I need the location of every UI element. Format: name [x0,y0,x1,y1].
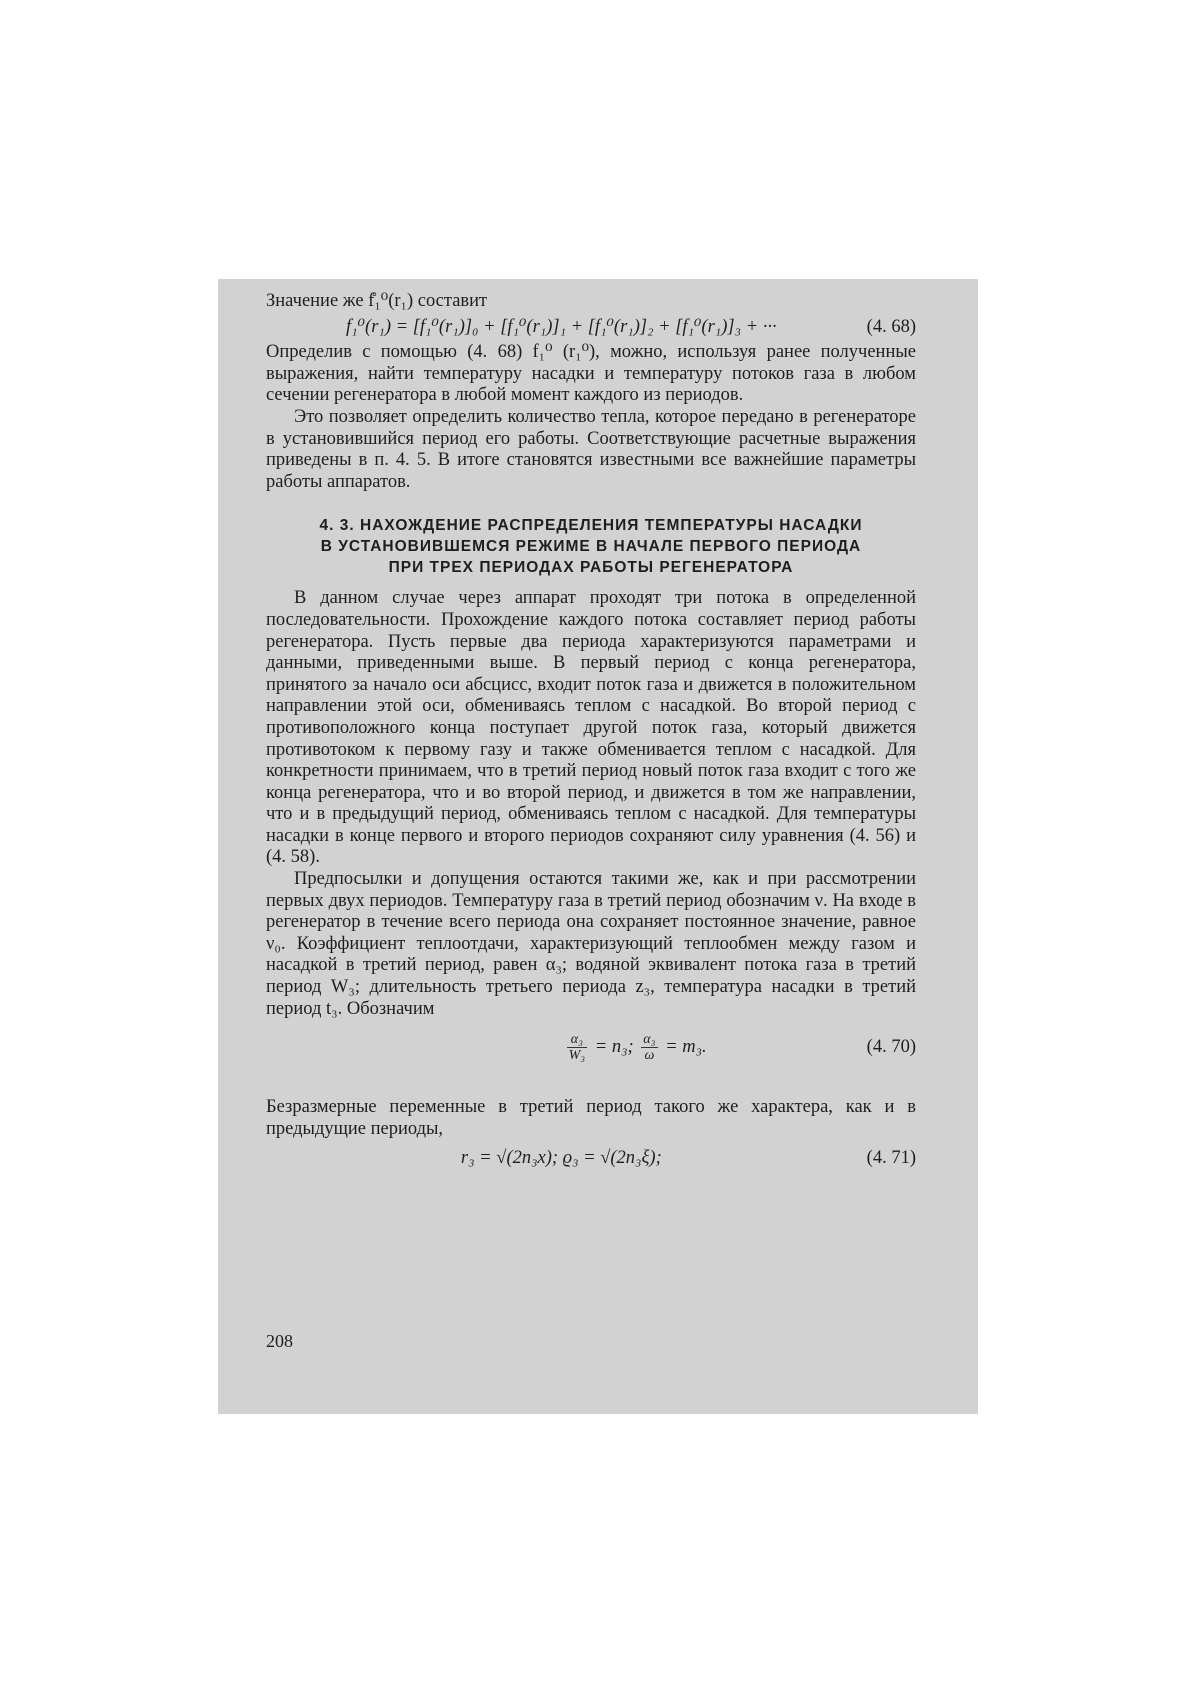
heading-line-3: ПРИ ТРЕХ ПЕРИОДАХ РАБОТЫ РЕГЕНЕРАТОРА [388,559,794,577]
equation-4-68 [266,317,916,339]
equation-4-70 [266,1032,916,1063]
page-number: 208 [266,1331,293,1351]
equation-4-68-formula: f₁⁰(r₁) = [f₁⁰(r₁)]₀ + [f₁⁰(r₁)]₁ + [f₁⁰(r₁)]₂ + [f₁⁰(r₁)]₃ + ··· [346,316,777,337]
section-heading [266,515,916,578]
equation-4-71-number: (4. 71) [866,1148,916,1169]
paragraph-2: Это позволяет определить количество тепла, которое передано в регенераторе в установившийся период его работы. Соответствующие расчетные выражения приведены в п. 4. 5. В итоге становятся известными все важнейшие параметры работы аппаратов. [266,406,916,492]
equation-4-70-formula: $\frac{\text{α₃}}{\text{W₃}}$ = n₃; $\frac{\text{α₃}}{\omega}$ = m₃. [568,1032,707,1064]
equation-4-71-formula: r₃ = √(2n₃x); ϱ₃ = √(2n₃ξ); [460,1148,662,1169]
paragraph-1: Определив с помощью (4. 68) f₁⁰ (r₁⁰), можно, используя ранее полученные выражения, найти температуру насадки и температуру потоков газа в любом сечении регенератора в любой момент каждого из периодов. [266,342,916,406]
intro-line: Значение же f̊₁⁰(r₁) составит [266,291,488,311]
fraction-alpha-over-w: $\frac{\text{α₃}}{\text{W₃}}$ [568,1032,586,1064]
paragraph-3: В данном случае через аппарат проходят три потока в определенной последовательности. Прохождение каждого потока составляет период работы регенератора. Пусть первые два периода характеризуются параметрами и данными, приведенными выше. В первый период с конца регенератора, принятого за начало оси абсцисс, входит поток газа и движется в положительном направлении этой оси, обмениваясь теплом с насадкой. Во второй период с противоположного конца поступает другой поток газа, который движется противотоком к первому газу и также обменивается теплом с насадкой. Для конкретности принимаем, что в третий период новый поток газа входит с того же конца регенератора, что и во второй период, и движется в том же направлении, что и в предыдущий период, обмениваясь теплом с насадкой. Для температуры насадки в конце первого и второго периодов сохраняют силу уравнения (4. 56) и (4. 58). [266,588,916,868]
fraction-alpha-over-omega: $\frac{\text{α₃}}{\omega}$ [643,1032,656,1064]
equation-4-70-number: (4. 70) [866,1036,916,1057]
heading-line-1: 4. 3. НАХОЖДЕНИЕ РАСПРЕДЕЛЕНИЯ ТЕМПЕРАТУРЫ НАСАДКИ [319,517,863,535]
scanned-page [218,279,978,1414]
equation-4-71 [266,1148,916,1170]
paragraph-4: Предпосылки и допущения остаются такими же, как и при рассмотрении первых двух периодов. Температуру газа в третий период обозначим ν. На входе в регенератор в течение всего периода она сохраняет постоянное значение, равное ν₀. Коэффициент теплоотдачи, характеризующий теплообмен между газом и насадкой в третий период, равен α₃; водяной эквивалент потока газа в третий период W₃; длительность третьего периода z₃, температура насадки в третий период t₃. Обозначим [266,869,916,1019]
equation-4-68-number: (4. 68) [866,316,916,337]
paragraph-5: Безразмерные переменные в третий период такого же характера, как и в предыдущие периоды, [266,1097,916,1139]
page-body [266,291,916,1174]
heading-line-2: В УСТАНОВИВШЕМСЯ РЕЖИМЕ В НАЧАЛЕ ПЕРВОГО ПЕРИОДА [320,538,862,556]
